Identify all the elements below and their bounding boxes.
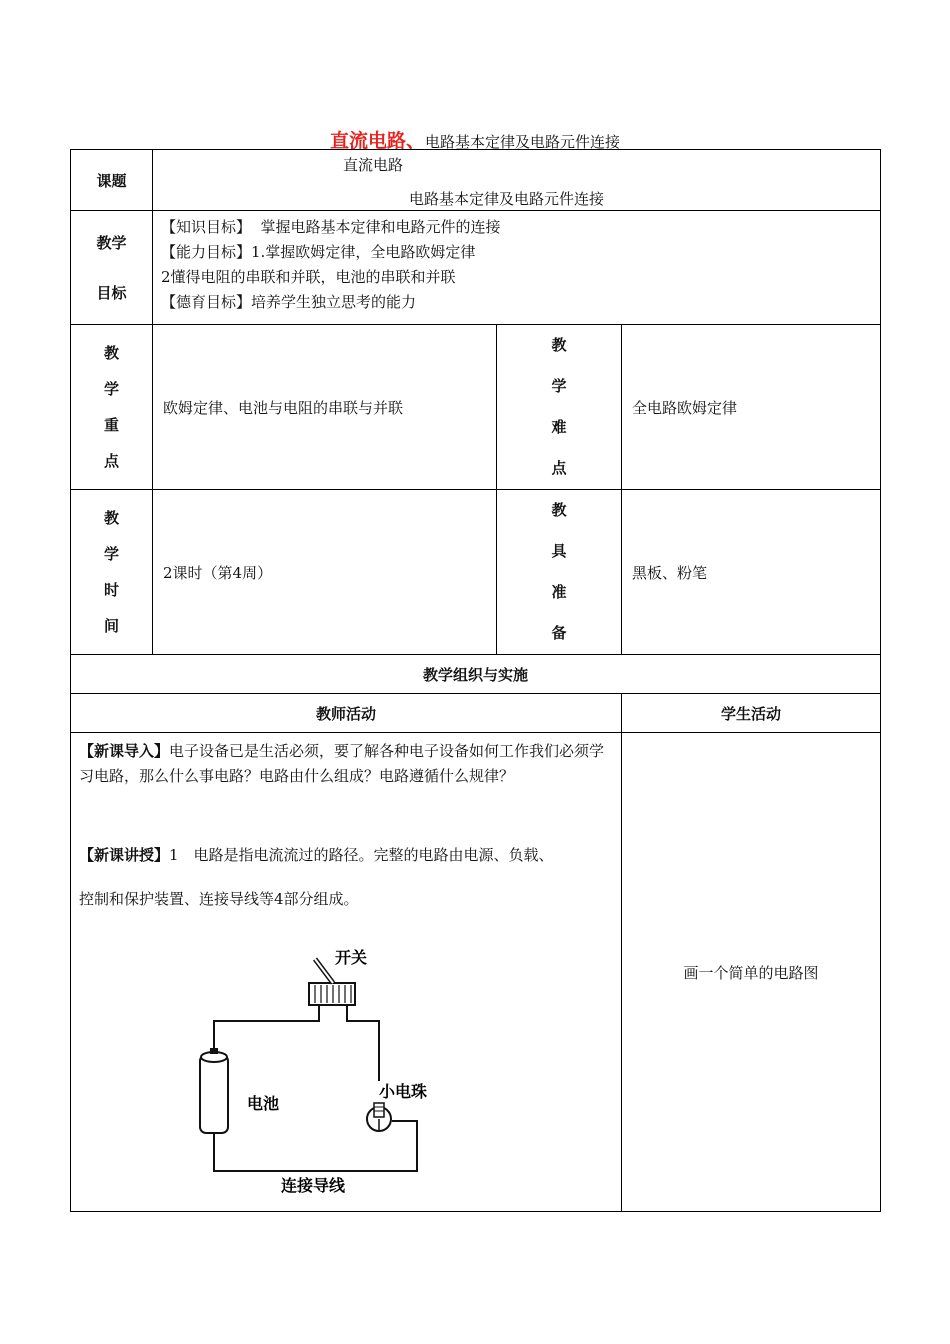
time-label-char-4: 间	[103, 617, 119, 635]
activity-row	[71, 733, 881, 1212]
battery-icon	[200, 1048, 228, 1133]
explain-line-1: 1 电路是指电流流过的路径。完整的电路由电源、负载、	[169, 846, 554, 864]
time-label-char-2: 学	[103, 545, 119, 563]
tools-content: 黑板、粉笔	[622, 490, 881, 655]
time-content: 2课时（第4周）	[153, 490, 497, 655]
focus-label-char-4: 点	[103, 452, 119, 470]
student-activity-header: 学生活动	[622, 694, 881, 733]
switch-label: 开关	[335, 948, 368, 967]
topic-row	[71, 150, 881, 211]
bulb-icon	[367, 1103, 391, 1131]
difficulty-content: 全电路欧姆定律	[622, 325, 881, 490]
lesson-plan-table	[70, 149, 881, 1212]
intro-tag: 【新课导入】	[79, 742, 170, 760]
difficulty-label-char-1: 教	[551, 336, 567, 354]
objective-ability-2: 2懂得电阻的串联和并联，电池的串联和并联	[161, 268, 456, 286]
explain-tag: 【新课讲授】	[79, 846, 170, 864]
objectives-row	[71, 211, 881, 325]
topic-label: 课题	[71, 150, 153, 211]
tools-label-char-3: 准	[551, 583, 567, 601]
time-label-char-3: 时	[103, 581, 119, 599]
title-sub: 电路基本定律及电路元件连接	[425, 133, 621, 151]
wire-label: 连接导线	[281, 1176, 346, 1195]
objective-ability: 【能力目标】1.掌握欧姆定律，全电路欧姆定律	[161, 243, 476, 261]
intro-text: 电子设备已是生活必须，要了解各种电子设备如何工作我们必须学习电路，那么什么事电路？电路由什么组成？电路遵循什么规律？	[79, 742, 605, 785]
tools-label-char-1: 教	[551, 501, 567, 519]
focus-content: 欧姆定律、电池与电阻的串联与并联	[153, 325, 497, 490]
difficulty-label-char-4: 点	[551, 459, 567, 477]
org-heading-row	[71, 655, 881, 694]
topic-line-2: 电路基本定律及电路元件连接	[409, 190, 605, 208]
explain-paragraph	[79, 833, 613, 921]
focus-label	[71, 325, 153, 490]
teacher-activity-header: 教师活动	[71, 694, 622, 733]
tools-label	[497, 490, 622, 655]
explain-line-2: 控制和保护装置、连接导线等4部分组成。	[79, 890, 359, 908]
objective-moral: 【德育目标】培养学生独立思考的能力	[161, 293, 417, 311]
time-row	[71, 490, 881, 655]
org-heading: 教学组织与实施	[71, 655, 881, 694]
intro-paragraph	[79, 739, 613, 789]
time-label-char-1: 教	[103, 509, 119, 527]
student-task: 画一个简单的电路图	[683, 963, 819, 982]
focus-label-char-3: 重	[103, 416, 119, 434]
circuit-diagram	[79, 935, 619, 1195]
objectives-label-1: 教学	[96, 233, 127, 252]
tools-label-char-4: 备	[551, 624, 567, 642]
time-label	[71, 490, 153, 655]
bulb-label: 小电珠	[379, 1082, 428, 1101]
topic-line-1: 直流电路	[343, 156, 404, 174]
objectives-label-2: 目标	[96, 283, 127, 302]
objectives-label	[71, 211, 153, 325]
difficulty-label	[497, 325, 622, 490]
focus-label-char-2: 学	[103, 380, 119, 398]
battery-label: 电池	[247, 1094, 280, 1113]
tools-label-char-2: 具	[551, 542, 567, 560]
teacher-activity-cell	[71, 733, 622, 1212]
objectives-cell	[153, 211, 881, 325]
focus-row	[71, 325, 881, 490]
objective-knowledge: 【知识目标】 掌握电路基本定律和电路元件的连接	[161, 218, 501, 236]
title-main: 直流电路、	[329, 130, 425, 152]
topic-cell	[153, 150, 881, 211]
difficulty-label-char-2: 学	[551, 377, 567, 395]
student-activity-cell	[622, 733, 881, 1212]
difficulty-label-char-3: 难	[551, 418, 567, 436]
focus-label-char-1: 教	[103, 344, 119, 362]
activity-header-row	[71, 694, 881, 733]
